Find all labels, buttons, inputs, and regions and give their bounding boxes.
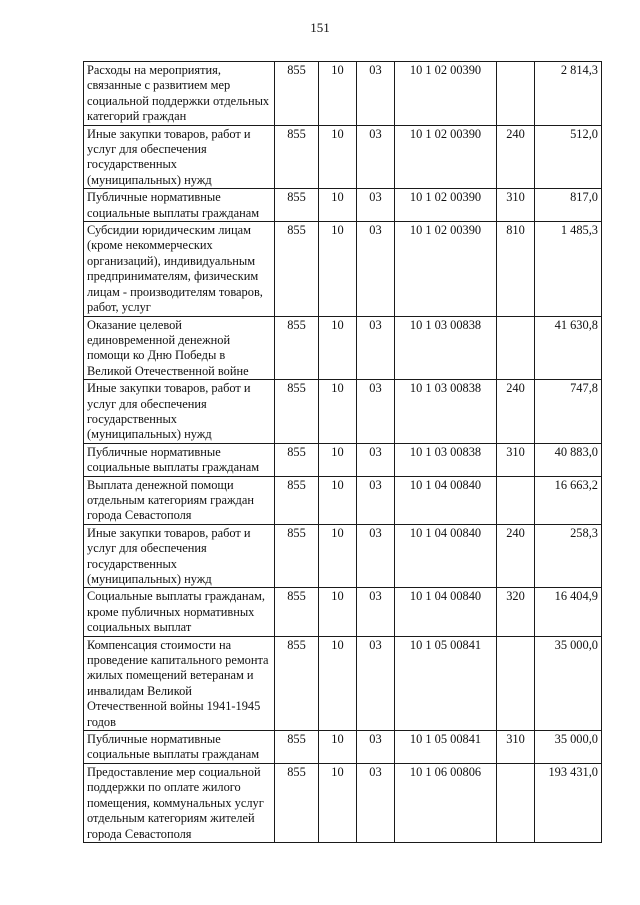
subsection-code-cell: 03 — [357, 636, 395, 730]
budget-table — [83, 61, 602, 843]
expense-name-cell: Расходы на мероприятия, связанные с развитием мер социальной поддержки отдельных категорий граждан — [84, 62, 275, 126]
expense-name-cell: Публичные нормативные социальные выплаты гражданам — [84, 443, 275, 476]
expense-name-cell: Предоставление мер социальной поддержки по оплате жилого помещения, коммунальных услуг отдельным категориям жителей города Севастополя — [84, 763, 275, 842]
amount-cell: 2 814,3 — [535, 62, 602, 126]
target-article-cell: 10 1 05 00841 — [395, 636, 497, 730]
expense-type-cell: 310 — [497, 731, 535, 764]
subsection-code-cell: 03 — [357, 588, 395, 636]
section-code-cell: 10 — [319, 731, 357, 764]
section-code-cell: 10 — [319, 380, 357, 444]
section-code-cell: 10 — [319, 636, 357, 730]
admin-code-cell: 855 — [275, 588, 319, 636]
expense-name-cell: Компенсация стоимости на проведение капитального ремонта жилых помещений ветеранам и инвалидам Великой Отечественной войны 1941-1945 годов — [84, 636, 275, 730]
expense-type-cell: 810 — [497, 222, 535, 316]
page-number: 151 — [310, 20, 330, 35]
table-row — [84, 380, 602, 444]
amount-cell: 512,0 — [535, 125, 602, 189]
amount-cell: 1 485,3 — [535, 222, 602, 316]
target-article-cell: 10 1 04 00840 — [395, 588, 497, 636]
expense-type-cell: 240 — [497, 524, 535, 588]
expense-type-cell: 310 — [497, 443, 535, 476]
section-code-cell: 10 — [319, 763, 357, 842]
subsection-code-cell: 03 — [357, 524, 395, 588]
section-code-cell: 10 — [319, 125, 357, 189]
expense-name-cell: Социальные выплаты гражданам, кроме публичных нормативных социальных выплат — [84, 588, 275, 636]
target-article-cell: 10 1 03 00838 — [395, 443, 497, 476]
admin-code-cell: 855 — [275, 222, 319, 316]
expense-name-cell: Публичные нормативные социальные выплаты гражданам — [84, 731, 275, 764]
section-code-cell: 10 — [319, 524, 357, 588]
expense-name-cell: Иные закупки товаров, работ и услуг для обеспечения государственных (муниципальных) нужд — [84, 380, 275, 444]
admin-code-cell: 855 — [275, 476, 319, 524]
expense-name-cell: Иные закупки товаров, работ и услуг для обеспечения государственных (муниципальных) нужд — [84, 125, 275, 189]
expense-type-cell — [497, 763, 535, 842]
expense-name-cell: Публичные нормативные социальные выплаты гражданам — [84, 189, 275, 222]
expense-type-cell: 310 — [497, 189, 535, 222]
target-article-cell: 10 1 05 00841 — [395, 731, 497, 764]
table-row — [84, 125, 602, 189]
amount-cell: 258,3 — [535, 524, 602, 588]
admin-code-cell: 855 — [275, 731, 319, 764]
expense-type-cell: 320 — [497, 588, 535, 636]
section-code-cell: 10 — [319, 189, 357, 222]
admin-code-cell: 855 — [275, 316, 319, 380]
expense-name-cell: Выплата денежной помощи отдельным категориям граждан города Севастополя — [84, 476, 275, 524]
section-code-cell: 10 — [319, 222, 357, 316]
table-row — [84, 524, 602, 588]
section-code-cell: 10 — [319, 62, 357, 126]
table-row — [84, 636, 602, 730]
admin-code-cell: 855 — [275, 443, 319, 476]
amount-cell: 16 663,2 — [535, 476, 602, 524]
section-code-cell: 10 — [319, 476, 357, 524]
amount-cell: 35 000,0 — [535, 636, 602, 730]
section-code-cell: 10 — [319, 443, 357, 476]
subsection-code-cell: 03 — [357, 380, 395, 444]
subsection-code-cell: 03 — [357, 189, 395, 222]
table-row — [84, 476, 602, 524]
amount-cell: 747,8 — [535, 380, 602, 444]
target-article-cell: 10 1 03 00838 — [395, 380, 497, 444]
expense-type-cell — [497, 636, 535, 730]
table-row — [84, 731, 602, 764]
expense-name-cell: Иные закупки товаров, работ и услуг для обеспечения государственных (муниципальных) нужд — [84, 524, 275, 588]
admin-code-cell: 855 — [275, 380, 319, 444]
expense-type-cell — [497, 476, 535, 524]
expense-type-cell — [497, 62, 535, 126]
target-article-cell: 10 1 03 00838 — [395, 316, 497, 380]
admin-code-cell: 855 — [275, 189, 319, 222]
admin-code-cell: 855 — [275, 763, 319, 842]
admin-code-cell: 855 — [275, 636, 319, 730]
target-article-cell: 10 1 06 00806 — [395, 763, 497, 842]
amount-cell: 41 630,8 — [535, 316, 602, 380]
expense-name-cell: Оказание целевой единовременной денежной помощи ко Дню Победы в Великой Отечественной войне — [84, 316, 275, 380]
subsection-code-cell: 03 — [357, 222, 395, 316]
subsection-code-cell: 03 — [357, 125, 395, 189]
expense-type-cell: 240 — [497, 380, 535, 444]
amount-cell: 40 883,0 — [535, 443, 602, 476]
subsection-code-cell: 03 — [357, 763, 395, 842]
section-code-cell: 10 — [319, 316, 357, 380]
expense-name-cell: Субсидии юридическим лицам (кроме некоммерческих организаций), индивидуальным предпринимателям, физическим лицам - производителям товаров, работ, услуг — [84, 222, 275, 316]
expense-type-cell: 240 — [497, 125, 535, 189]
subsection-code-cell: 03 — [357, 476, 395, 524]
target-article-cell: 10 1 02 00390 — [395, 62, 497, 126]
table-body — [84, 62, 602, 843]
table-row — [84, 763, 602, 842]
table-row — [84, 62, 602, 126]
section-code-cell: 10 — [319, 588, 357, 636]
target-article-cell: 10 1 02 00390 — [395, 222, 497, 316]
amount-cell: 817,0 — [535, 189, 602, 222]
admin-code-cell: 855 — [275, 125, 319, 189]
expense-type-cell — [497, 316, 535, 380]
table-row — [84, 316, 602, 380]
amount-cell: 193 431,0 — [535, 763, 602, 842]
table-row — [84, 588, 602, 636]
table-row — [84, 189, 602, 222]
table-row — [84, 443, 602, 476]
subsection-code-cell: 03 — [357, 443, 395, 476]
admin-code-cell: 855 — [275, 62, 319, 126]
subsection-code-cell: 03 — [357, 731, 395, 764]
target-article-cell: 10 1 02 00390 — [395, 125, 497, 189]
table-row — [84, 222, 602, 316]
subsection-code-cell: 03 — [357, 62, 395, 126]
amount-cell: 35 000,0 — [535, 731, 602, 764]
target-article-cell: 10 1 04 00840 — [395, 476, 497, 524]
amount-cell: 16 404,9 — [535, 588, 602, 636]
target-article-cell: 10 1 02 00390 — [395, 189, 497, 222]
target-article-cell: 10 1 04 00840 — [395, 524, 497, 588]
admin-code-cell: 855 — [275, 524, 319, 588]
subsection-code-cell: 03 — [357, 316, 395, 380]
